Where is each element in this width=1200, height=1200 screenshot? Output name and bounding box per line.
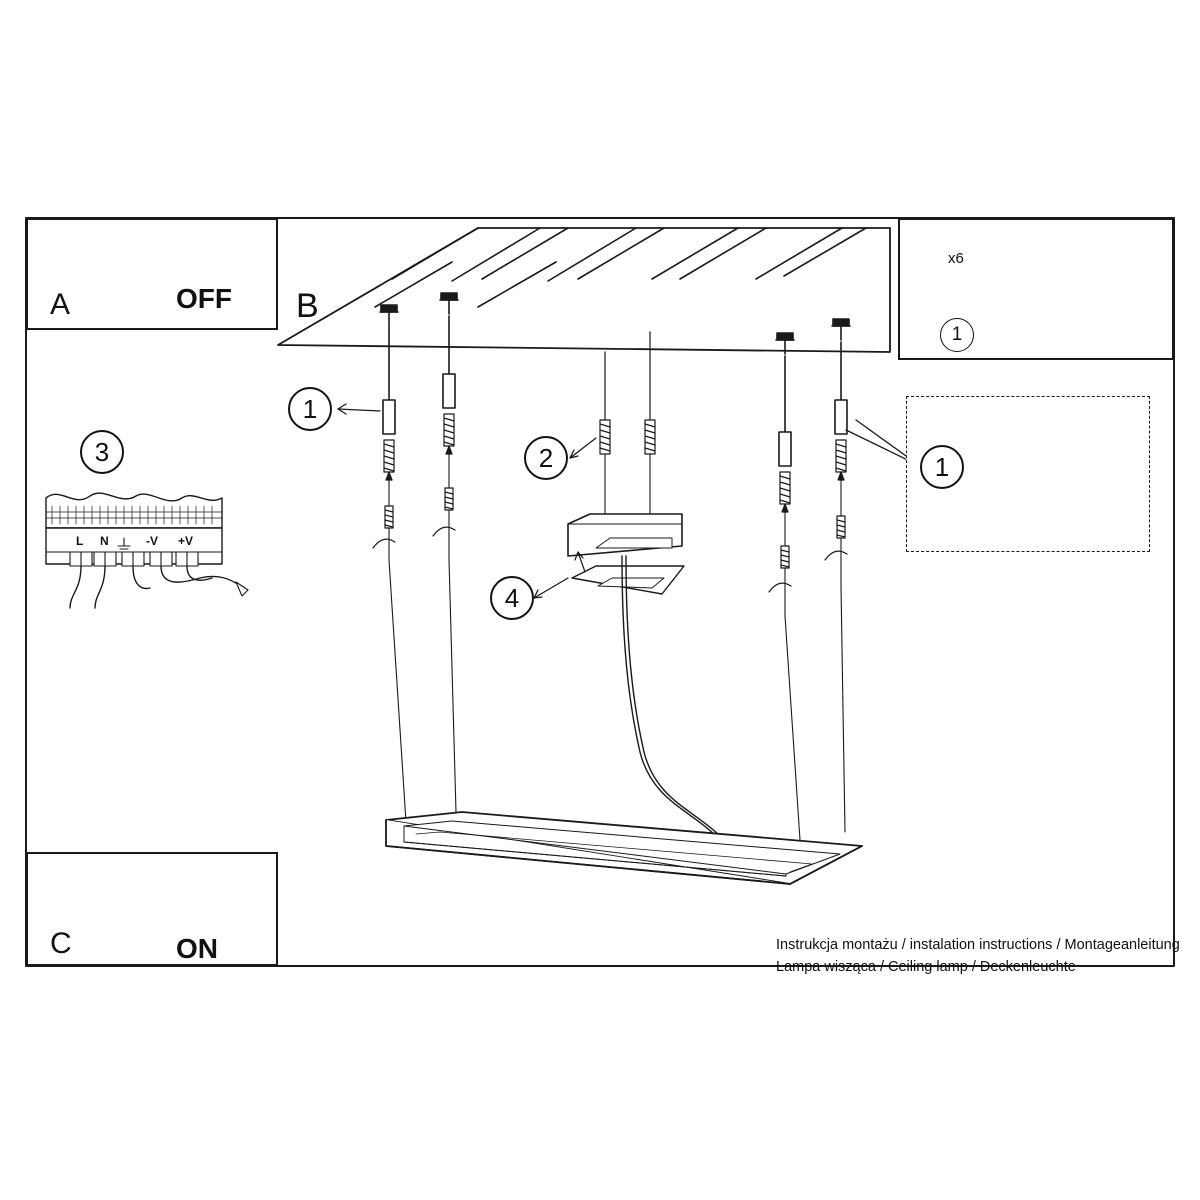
callout-ceiling-mount-left: 1: [288, 387, 332, 431]
panel-a-label: OFF: [176, 283, 232, 314]
callout-step-3: 3: [80, 430, 124, 474]
callout-drill-1: 1: [940, 318, 974, 352]
panel-c-label: ON: [176, 933, 218, 964]
power-cable-icon: [622, 556, 720, 836]
plug-count-label: x6: [948, 250, 964, 267]
suspension-screw-icon-center: [600, 332, 655, 520]
terminal-label-n: N: [100, 534, 109, 548]
terminal-label-l: L: [76, 534, 84, 548]
terminal-label-minus-v: -V: [146, 534, 158, 548]
callout-anchor-1: 1: [920, 445, 964, 489]
caption-line-2: Lampa wisząca / Ceiling lamp / Deckenleuchte: [776, 959, 1076, 975]
caption-line-1: Instrukcja montażu / instalation instructions / Montageanleitung: [776, 937, 1180, 953]
callout-junction-box: 4: [490, 576, 534, 620]
linear-pendant-lamp-icon: [386, 812, 862, 884]
sheet-caption: [776, 934, 1180, 978]
junction-cover-plate-icon: [572, 566, 684, 594]
led-driver-terminal-block-icon: [46, 493, 248, 608]
panel-c-letter: C: [50, 927, 73, 960]
terminal-label-plus-v: +V: [178, 534, 194, 548]
ceiling-plane-icon: [278, 228, 890, 352]
panel-drill: [898, 218, 1174, 360]
ceiling-rose-icon: [568, 514, 682, 556]
main-step-letter: B: [296, 287, 320, 325]
panel-a-letter: A: [50, 288, 71, 321]
callout-suspension-cable: 2: [524, 436, 568, 480]
